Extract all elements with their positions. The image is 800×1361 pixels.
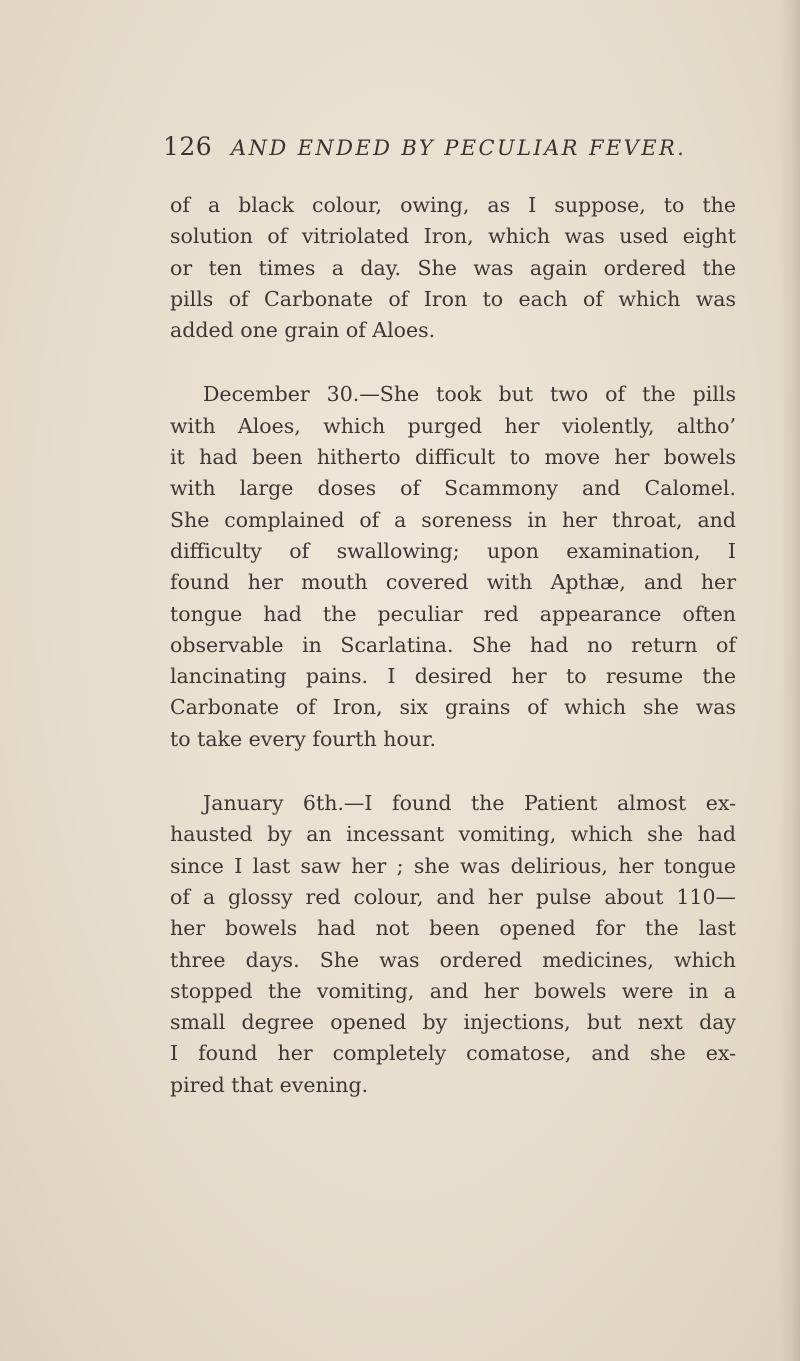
text-line: I found her completely comatose, and she ex- [170,1041,736,1066]
text-line: it had been hitherto difficult to move her bowels [170,445,736,470]
text-line: found her mouth covered with Apthæ, and her [170,570,736,595]
text-line: She complained of a soreness in her throat, and [170,507,736,532]
paragraph-1 [170,190,736,346]
text-line: January 6th.—I found the Patient almost ex- [203,791,736,816]
text-line: pills of Carbonate of Iron to each of which was [170,286,736,311]
text-line: since I last saw her ; she was delirious, her tongue [170,853,736,878]
paragraph-3 [170,788,736,1101]
text-line: of a black colour, owing, as I suppose, to the [170,193,736,217]
running-head: AND ENDED BY PECULIAR FEVER. [231,136,687,160]
text-line: with Aloes, which purged her violently, altho’ [170,413,736,438]
text-line: hausted by an incessant vomiting, which she had [170,822,736,847]
text-line: to take every fourth hour. [170,726,437,751]
text-line: solution of vitriolated Iron, which was used eight [170,224,736,249]
paragraph-gap [170,346,736,379]
text-line: lancinating pains. I desired her to resume the [170,664,736,689]
text-line: three days. She was ordered medicines, which [170,947,736,972]
page-edge-shadow [778,0,800,1361]
text-line: small degree opened by injections, but next day [170,1010,736,1035]
text-line: Carbonate of Iron, six grains of which she was [170,695,736,720]
body-text [170,190,736,1101]
text-line: difficulty of swallowing; upon examination, I [170,538,736,563]
page-header [163,130,723,170]
text-line: added one grain of Aloes. [170,318,436,343]
text-line: with large doses of Scammony and Calomel. [170,476,736,501]
text-line: pired that evening. [170,1072,369,1097]
paragraph-2 [170,379,736,755]
text-line: stopped the vomiting, and her bowels were in a [170,978,736,1003]
text-line: her bowels had not been opened for the last [170,916,736,941]
text-line: tongue had the peculiar red appearance often [170,601,736,626]
text-line: December 30.—She took but two of the pills [203,382,736,407]
text-line: observable in Scarlatina. She had no return of [170,632,736,657]
page-number: 126 [163,132,213,161]
text-line: or ten times a day. She was again ordered the [170,255,736,280]
paragraph-gap [170,755,736,788]
text-line: of a glossy red colour, and her pulse about 110— [170,884,736,909]
